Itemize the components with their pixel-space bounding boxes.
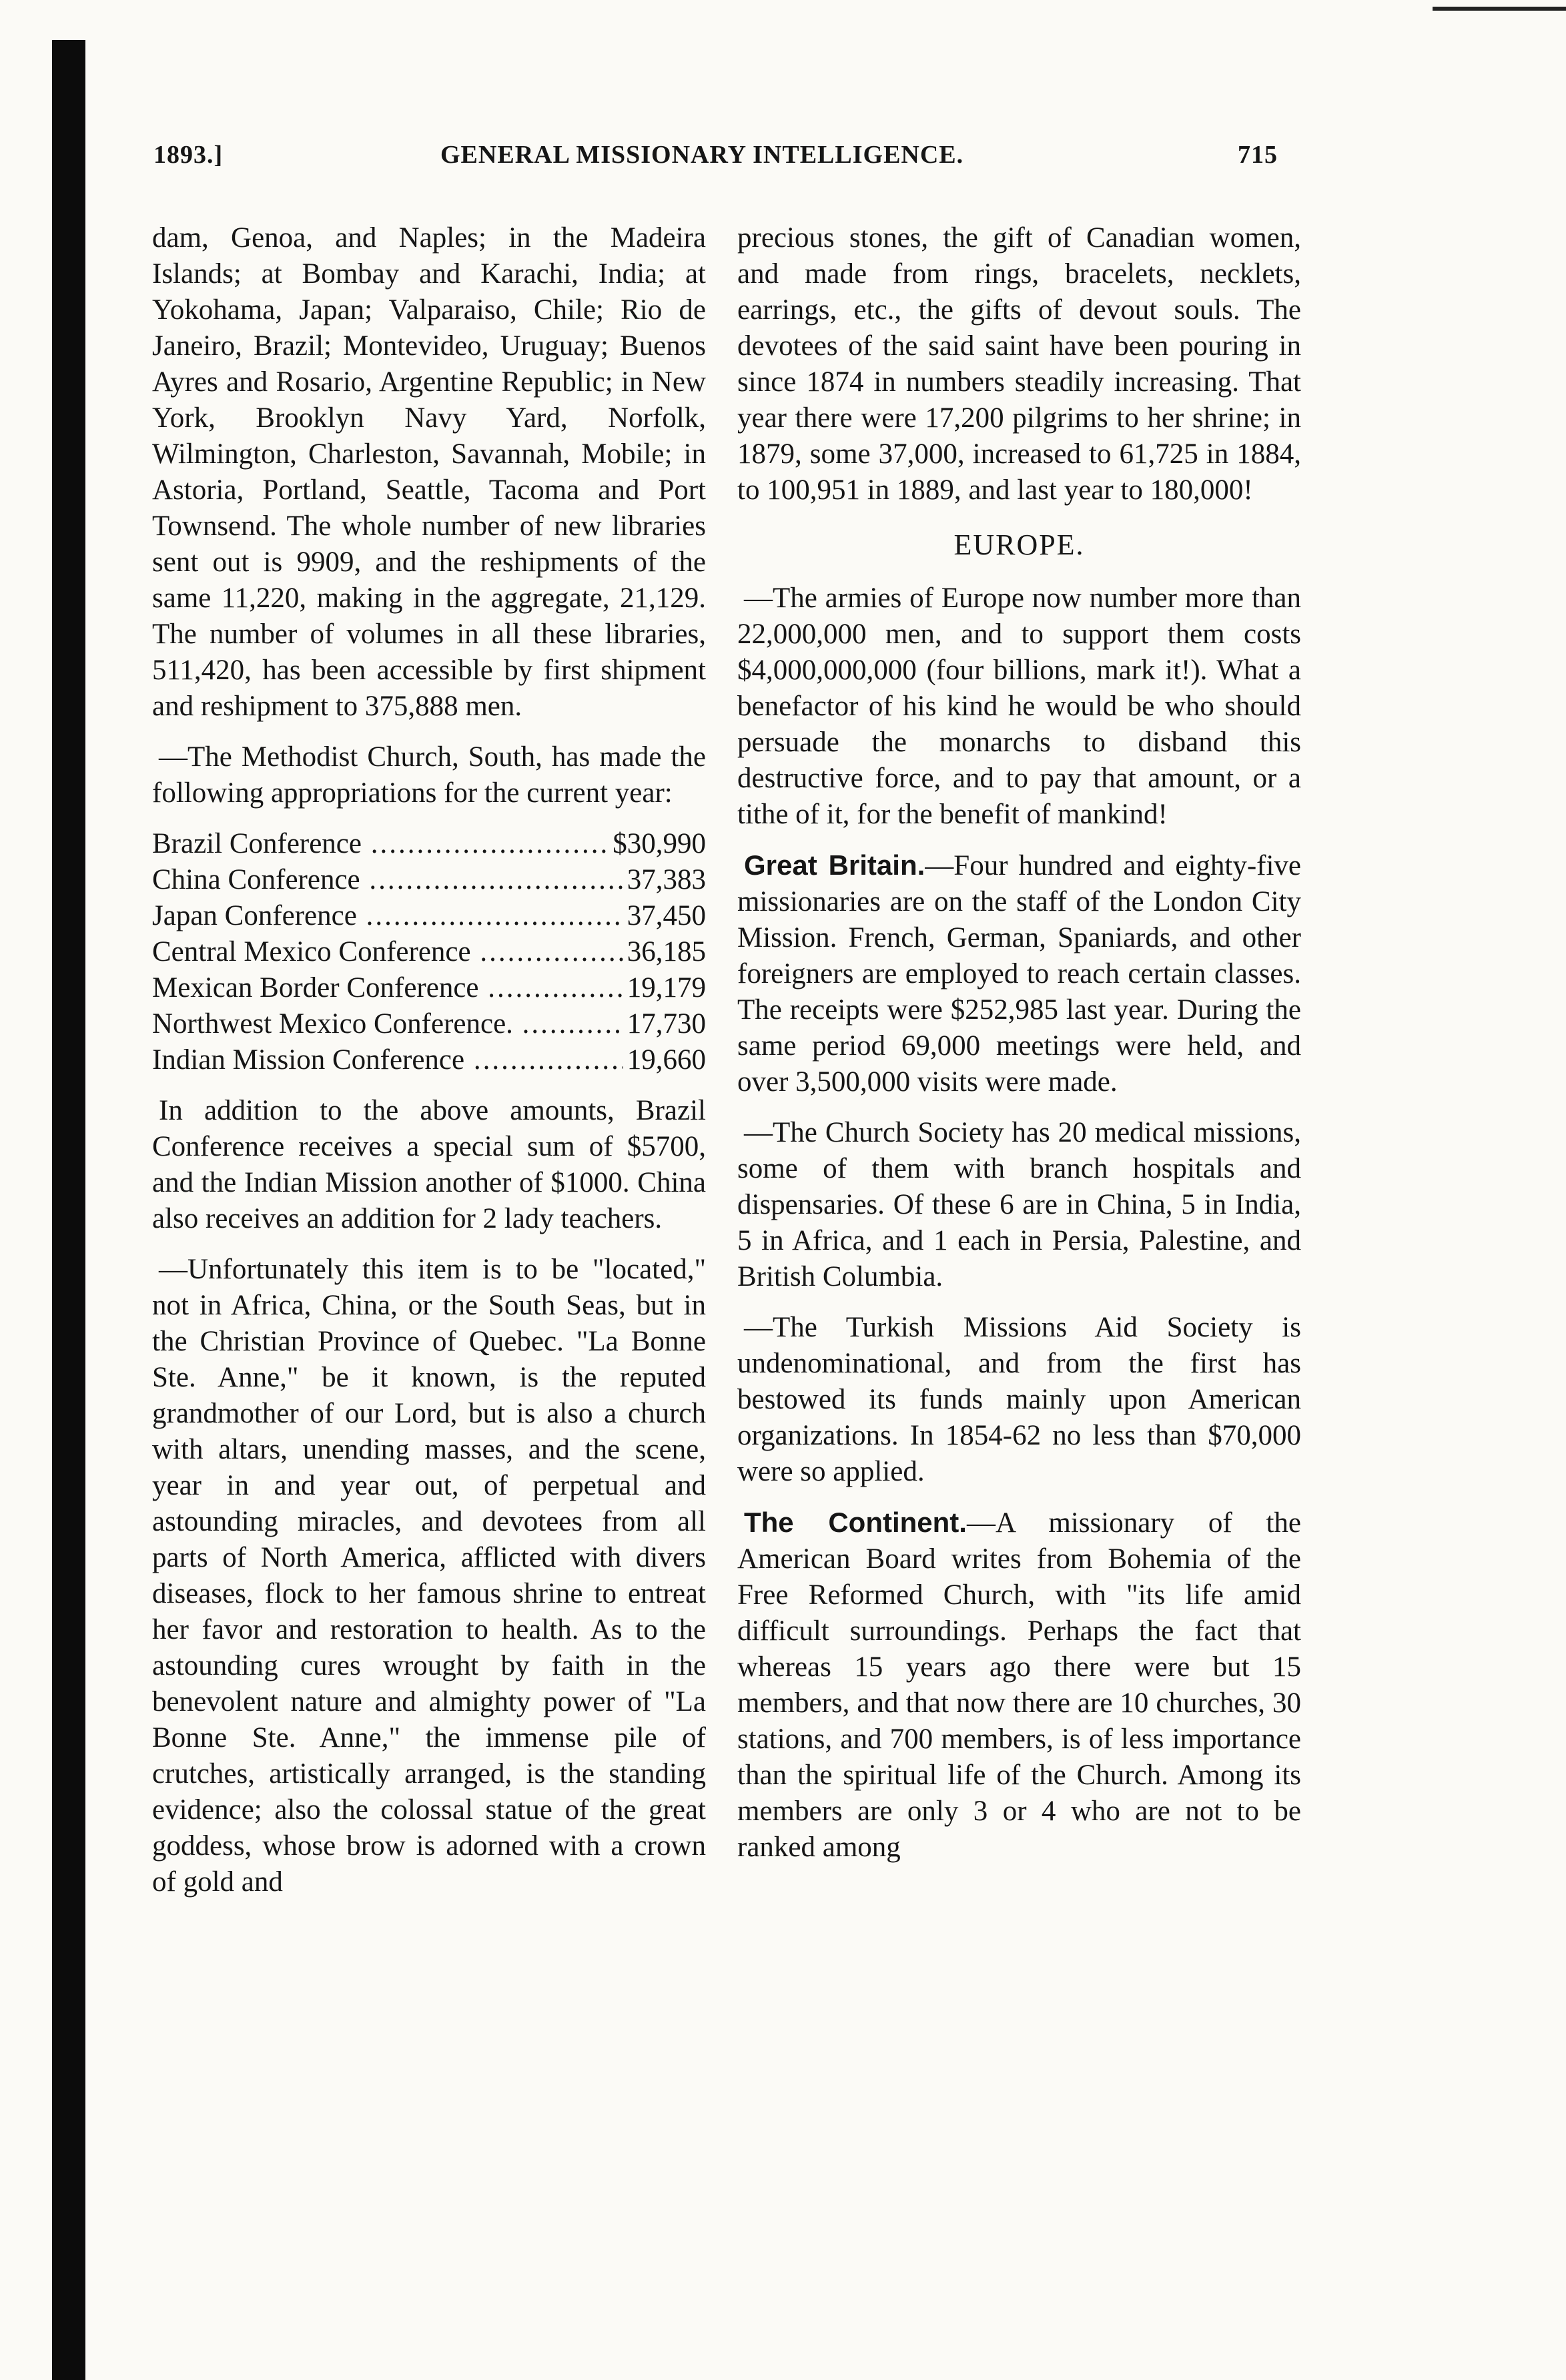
table-row bbox=[152, 934, 706, 970]
left-paragraph-ste-anne: —Unfortunately this item is to be "located," not in Africa, China, or the South Seas, but in the Christian Province of Quebec. "La Bonne Ste. Anne," be it known, is the reputed grandmother of our Lord, but is also a church with altars, unending masses, and the scene, year in and year out, of perpetual and astounding miracles, and devotees from all parts of North America, afflicted with divers diseases, flock to her famous shrine to entreat her favor and restoration to health. As to the astounding cures wrought by faith in the benevolent nature and almighty power of "La Bonne Ste. Anne," the immense pile of crutches, artistically arranged, is the standing evidence; also the colossal statue of the great goddess, whose brow is adorned with a crown of gold and bbox=[152, 1254, 706, 1898]
table-row bbox=[152, 970, 706, 1006]
conference-name: Northwest Mexico Conference. ..... bbox=[152, 1006, 623, 1042]
right-paragraph-continent bbox=[737, 1505, 1301, 1866]
conference-name: Indian Mission Conference ..... bbox=[152, 1042, 623, 1078]
conference-amount: $30,990 bbox=[613, 828, 706, 859]
conference-amount: 37,450 bbox=[627, 900, 706, 931]
header-title: GENERAL MISSIONARY INTELLIGENCE. bbox=[440, 141, 964, 169]
conference-amount: 17,730 bbox=[627, 1008, 706, 1040]
right-column bbox=[737, 220, 1301, 1880]
continent-text: —A missionary of the American Board writes from Bohemia of the Free Reformed Church, with "its life amid difficult surroundings. Perhaps the fact that whereas 15 years ago there were but 15 members, and that now there are 10 churches, 30 stations, and 700 members, is of less importance than the spiritual life of the Church. Among its members are only 3 or 4 who are not to be ranked among bbox=[737, 1507, 1301, 1863]
table-row bbox=[152, 862, 706, 898]
left-column bbox=[152, 220, 706, 1915]
great-britain-text: —Four hundred and eighty-five missionaries are on the staff of the London City Mission. French, German, Spaniards, and other foreigners are employed to reach certain classes. The receipts were $252,985 last year. During the same period 69,000 meetings were held, and over 3,500,000 visits were made. bbox=[737, 850, 1302, 1098]
right-paragraph-great-britain bbox=[737, 847, 1301, 1100]
corner-rule bbox=[1433, 7, 1566, 11]
left-paragraph-libraries: dam, Genoa, and Naples; in the Madeira Islands; at Bombay and Karachi, India; at Yokohama, Japan; Valparaiso, Chile; Rio de Janeiro, Brazil; Montevideo, Uruguay; Buenos Ayres and Rosario, Argentine Republic; in New York, Brooklyn Navy Yard, Norfolk, Wilmington, Charleston, Savannah, Mobile; in Astoria, Portland, Seattle, Tacoma and Port Townsend. The whole number of new libraries sent out is 9909, and the reshipments of the same 11,220, making in the aggregate, 21,129. The number of volumes in all these libraries, 511,420, has been accessible by first shipment and reshipment to 375,888 men. bbox=[152, 222, 706, 722]
conference-name: Brazil Conference ..... bbox=[152, 826, 609, 862]
conference-name: Japan Conference ..... bbox=[152, 898, 623, 934]
conference-amount: 37,383 bbox=[627, 864, 706, 895]
running-head bbox=[153, 140, 1278, 180]
table-row bbox=[152, 1006, 706, 1042]
page-number: 715 bbox=[1238, 141, 1278, 169]
conference-amount: 19,179 bbox=[627, 972, 706, 1004]
binding-shadow bbox=[52, 40, 85, 2380]
conference-amount: 36,185 bbox=[627, 936, 706, 967]
left-paragraph-methodist: —The Methodist Church, South, has made the following appropriations for the current year: bbox=[152, 741, 706, 809]
right-paragraph-pilgrims: precious stones, the gift of Canadian women, and made from rings, bracelets, necklets, earrings, etc., the gifts of devout souls. The devotees of the said saint have been pouring in since 1874 in numbers steadily increasing. That year there were 17,200 pilgrims to her shrine; in 1879, some 37,000, increased to 61,725 in 1884, to 100,951 in 1889, and last year to 180,000! bbox=[737, 222, 1301, 506]
left-paragraph-additions: In addition to the above amounts, Brazil Conference receives a special sum of $5700, and the Indian Mission another of $1000. China also receives an addition for 2 lady teachers. bbox=[152, 1095, 706, 1234]
table-row bbox=[152, 1042, 706, 1078]
conference-name: Central Mexico Conference ..... bbox=[152, 934, 623, 970]
conference-amount: 19,660 bbox=[627, 1044, 706, 1076]
table-row bbox=[152, 898, 706, 934]
appropriations-table bbox=[152, 826, 706, 1078]
right-paragraph-church-society: —The Church Society has 20 medical missions, some of them with branch hospitals and dispensaries. Of these 6 are in China, 5 in India, 5 in Africa, and 1 each in Persia, Palestine, and British Columbia. bbox=[737, 1117, 1301, 1292]
run-in-heading-continent: The Continent. bbox=[744, 1507, 967, 1538]
header-year: 1893.] bbox=[153, 141, 224, 169]
section-heading-europe: EUROPE. bbox=[953, 528, 1085, 561]
conference-name: Mexican Border Conference ..... bbox=[152, 970, 623, 1006]
right-paragraph-turkish-missions: —The Turkish Missions Aid Society is undenominational, and from the first has bestowed its funds mainly upon American organizations. In 1854-62 no less than $70,000 were so applied. bbox=[737, 1312, 1301, 1487]
table-row bbox=[152, 826, 706, 862]
right-paragraph-armies: —The armies of Europe now number more than 22,000,000 men, and to support them costs $4,000,000,000 (four billions, mark it!). What a benefactor of his kind he would be who should persuade the monarchs to disband this destructive force, and to pay that amount, or a tithe of it, for the benefit of mankind! bbox=[737, 582, 1301, 830]
conference-name: China Conference ..... bbox=[152, 862, 623, 898]
run-in-heading-great-britain: Great Britain. bbox=[744, 849, 925, 881]
